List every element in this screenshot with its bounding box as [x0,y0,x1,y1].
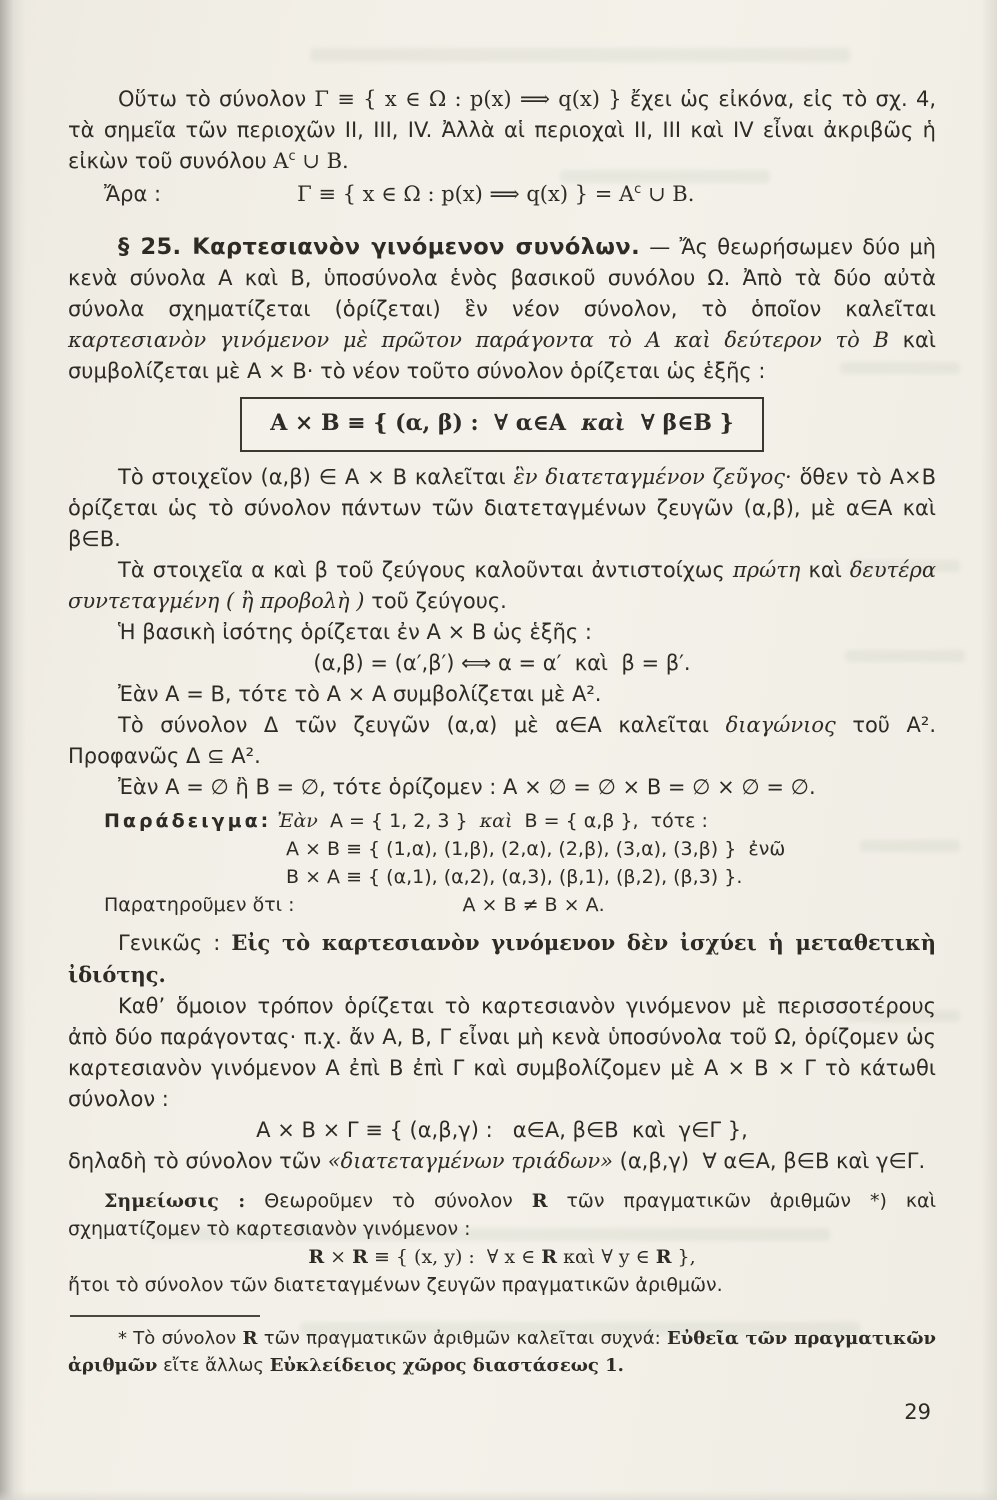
page-content [68,84,936,1379]
text-segment: διαγώνιος [725,713,836,737]
page-right-edge [981,0,997,1500]
text-segment: R [541,1246,558,1268]
text-segment: Τὸ σύνολον Δ τῶν ζευγῶν (α,α) μὲ α∈Α καλεῖται [118,713,726,737]
intro-paragraph [68,84,936,177]
text-segment: εἴτε ἄλλως [157,1355,270,1376]
footnote-rule [70,1315,260,1317]
definition-box [240,397,764,452]
definition-box-wrapper [68,397,936,452]
text-segment: «διατεταγμένων τριάδων» [327,1149,613,1173]
text-segment: c [634,182,642,197]
text-segment: δευτέρα συντεταγμένη ( ἢ προβολὴ ) [68,558,936,613]
text-segment: — Ἄς θεωρήσωμεν δύο μὴ κενὰ σύνολα Α καὶ Β, ὑποσύνολα ἑνὸς βασικοῦ συνόλου Ω. Ἀπὸ τὰ δύο αὐτὰ σύνολα σχηματίζεται (ὁρίζεται) ἓν νέον σύνολον, τὸ ὁποῖον καλεῖται [68,235,936,321]
text-segment: R [531,1190,548,1212]
text-segment: (α,β) = (α′,β′) ⟺ α = α′ καὶ β = β′. [313,651,691,675]
example-block [68,807,936,919]
text-segment: R [308,1246,325,1268]
text-segment: § 25. Καρτεσιανὸν γινόμενον συνόλων. [118,234,641,260]
section-heading-paragraph [68,232,936,387]
note-block [68,1187,936,1299]
cartesian-product-definition [270,411,734,436]
real-product-formula [68,1243,936,1271]
text-segment: Β = { α,β }, τότε : [512,810,708,832]
pair-equality-formula [68,648,936,679]
page-number: 29 [904,1400,931,1424]
footnote [68,1325,936,1379]
text-segment: Ἐὰν Α = Β, τότε τὸ Α × Α συμβολίζεται μὲ Α². [118,682,602,706]
note-closing-line [68,1271,936,1299]
coordinates-paragraph [68,555,936,617]
text-segment: Ἐὰν Α = ∅ ἢ Β = ∅, τότε ὁρίζομεν : Α × ∅ = ∅ × Β = ∅ × ∅ = ∅. [118,775,816,799]
text-segment: καρτεσιανὸν γινόμενον μὲ πρῶτον παράγοντα τὸ Α καὶ δεύτερον τὸ Β [68,328,889,352]
text-segment: ἔχει ὡς εἰκόνα, εἰς τὸ σχ. 4, τὰ σημεῖα τῶν περιοχῶν II, III, IV. Ἀλλὰ αἱ περιοχαὶ II, III καὶ IV εἶναι ἀκριβῶς ἡ εἰκὼν τοῦ συνόλου [68,87,936,173]
text-segment: × [324,1246,353,1268]
empty-set-paragraph [68,772,936,803]
conclusion-formula [297,179,694,210]
text-segment: c [288,149,296,164]
text-segment: Γ ≡ { x ∈ Ω : p(x) ⟹ q(x) } [314,87,630,111]
observation-label [104,891,295,919]
text-segment: Οὕτω τὸ σύνολον [118,87,315,111]
text-segment: R [655,1246,672,1268]
diagonal-paragraph [68,710,936,772]
text-segment: R [352,1246,368,1268]
conclusion-line [68,179,936,210]
conclusion-label [104,179,161,210]
text-segment: ἓν διατεταγμένον ζεῦγος· [513,465,792,489]
example-intro-line [68,807,936,835]
page-bottom-edge [0,1490,997,1500]
text-segment: R [242,1328,258,1349]
example-observation-line [68,891,936,919]
text-segment: Β × Α ≡ { (α,1), (α,2), (α,3), (β,1), (β,2), (β,3) }. [286,866,743,888]
text-segment: ∀ β∈B } [625,410,734,436]
text-segment: A [273,149,289,173]
text-segment: τῶν πραγματικῶν ἀριθμῶν καλεῖται συχνά: [257,1328,667,1349]
book-spine-edge [0,0,26,1500]
text-segment: Εἰς τὸ καρτεσιανὸν γινόμενον δὲν ἰσχύει ἡ μεταθετικὴ ἰδιότης. [68,930,936,987]
text-segment: Α = { 1, 2, 3 } [317,810,480,832]
text-segment: καὶ ∀ y ∈ [557,1246,656,1268]
text-segment: Α × Β ≡ { (1,α), (1,β), (2,α), (2,β), (3,α), (3,β) } ἐνῶ [286,838,786,860]
text-segment: ἤτοι τὸ σύνολον τῶν διατεταγμένων ζευγῶν πραγματικῶν ἀριθμῶν. [68,1274,723,1296]
text-segment: Καθ’ ὅμοιον τρόπον ὁρίζεται τὸ καρτεσιανὸν γινόμενον μὲ περισσοτέρους ἀπὸ δύο παράγοντας· π.χ. ἄν Α, Β, Γ εἶναι μὴ κενὰ ὑποσύνολα τοῦ Ω, ὁρίζομεν ὡς καρτεσιανὸν γινόμενον Α ἐπὶ Β ἐπὶ Γ καὶ συμβολίζομεν μὲ Α × Β × Γ τὸ κάτωθι σύνολον : [68,994,936,1111]
text-segment: Ἐὰν [277,810,318,832]
text-segment: ∪ B. [295,149,349,173]
text-segment: καὶ [581,410,626,436]
text-segment: Α × Β ≠ Β × Α. [462,894,605,916]
text-segment: ≡ { (x, y) : ∀ x ∈ [367,1246,542,1268]
text-segment: Θεωροῦμεν τὸ σύνολον [245,1190,532,1212]
text-segment: * Τὸ σύνολον [118,1328,243,1349]
example-axb-line [286,835,936,863]
text-segment: δηλαδὴ τὸ σύνολον τῶν [68,1149,328,1173]
example-bxa-line [286,863,936,891]
triple-product-formula [68,1115,936,1146]
text-segment: Ἡ βασικὴ ἰσότης ὁρίζεται ἐν Α × Β ὡς ἑξῆς : [118,620,592,644]
triads-paragraph [68,1146,936,1177]
text-segment: (α,β,γ) ∀ α∈Α, β∈Β καὶ γ∈Γ. [612,1149,926,1173]
text-segment: Παρατηροῦμεν ὅτι : [104,894,295,916]
text-segment: Ἄρα : [104,182,162,206]
text-segment: τοῦ ζεύγους. [364,589,507,613]
text-segment: Γενικῶς : [118,931,232,955]
multi-factor-paragraph [68,991,936,1115]
bleed-through-mark [310,48,850,62]
text-segment: καὶ συμβολίζεται μὲ Α × Β· τὸ νέον τοῦτο σύνολον ὁρίζεται ὡς ἑξῆς : [68,328,936,383]
text-segment: πρώτη [732,558,801,582]
text-segment: καὶ [800,558,850,582]
text-segment: A × B ≡ { (α, β) : ∀ α∈A [270,410,582,436]
text-segment: Α × Β × Γ ≡ { (α,β,γ) : α∈Α, β∈Β καὶ γ∈Γ }, [256,1118,748,1142]
text-segment: Τὸ στοιχεῖον (α,β) ∈ Α × Β καλεῖται [118,465,514,489]
text-segment: Γ ≡ { x ∈ Ω : p(x) ⟹ q(x) } = A [297,182,635,206]
text-segment: καὶ [479,810,513,832]
text-segment: τῶν πραγματικῶν ἀριθμῶν *) καὶ σχηματίζομεν τὸ καρτεσιανὸν γινόμενον : [68,1190,937,1240]
text-segment: Τὰ στοιχεῖα α καὶ β τοῦ ζεύγους καλοῦνται ἀντιστοίχως [118,558,733,582]
generalization-line [68,927,936,991]
text-segment: Εὐθεῖα τῶν πραγματικῶν ἀριθμῶν [68,1328,936,1376]
text-segment: }, [671,1246,696,1268]
ordered-pair-paragraph [68,462,936,555]
text-segment: Εὐκλείδειος χῶρος διαστάσεως 1. [269,1355,624,1376]
text-segment: ὅθεν τὸ Α×Β ὁρίζεται ὡς τὸ σύνολον πάντων τῶν διατεταγμένων ζευγῶν (α,β), μὲ α∈Α καὶ β∈Β. [68,465,936,551]
text-segment: τοῦ Α². Προφανῶς Δ ⊆ Α². [68,713,936,768]
text-segment: Παράδειγμα: [104,810,272,832]
observation-formula [463,891,605,919]
text-segment: Σημείωσις : [104,1190,246,1212]
square-notation-paragraph [68,679,936,710]
note-intro-line [68,1187,936,1243]
text-segment: ∪ B. [641,182,695,206]
equality-intro-line [68,617,936,648]
